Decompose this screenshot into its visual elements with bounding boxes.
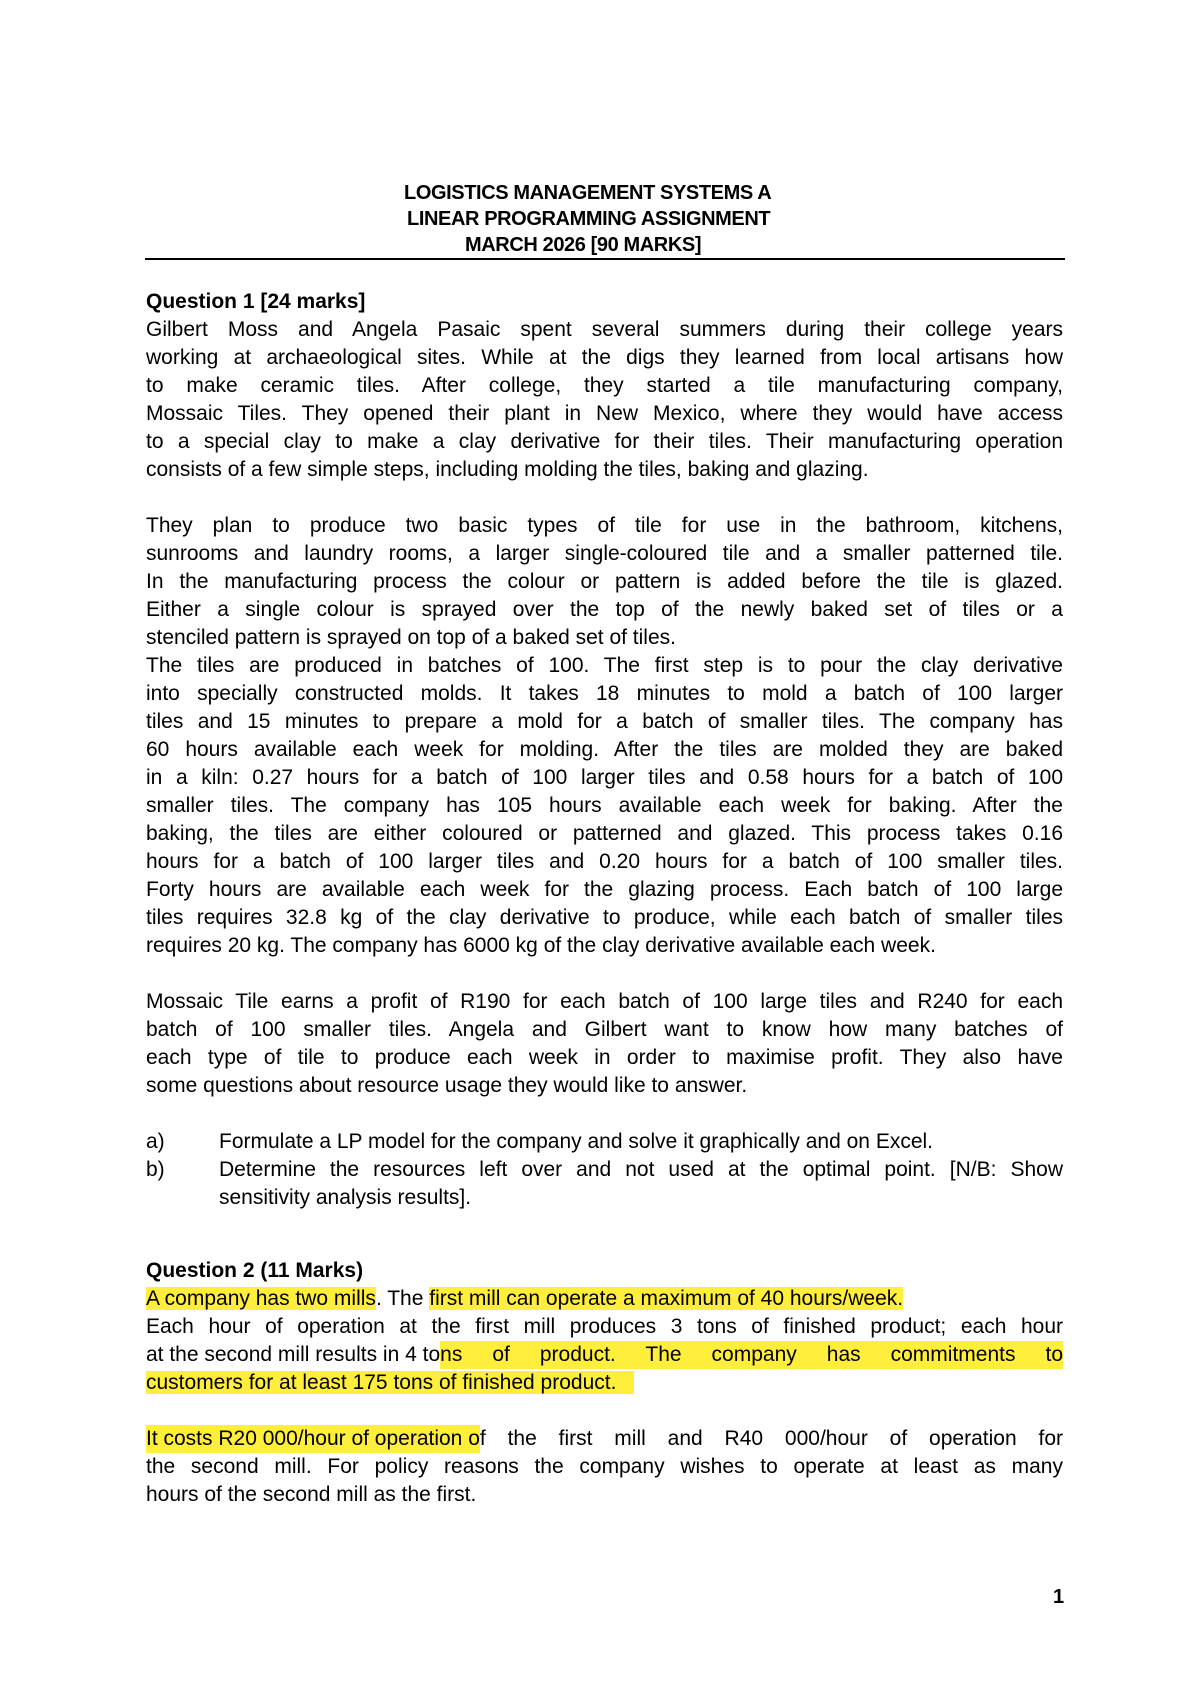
text-line: baking, the tiles are either coloured or patterned and glazed. This process takes 0.16 xyxy=(146,822,1063,845)
text-line: into specially constructed molds. It takes 18 minutes to mold a batch of 100 larger xyxy=(146,682,1063,705)
text-line: In the manufacturing process the colour or pattern is added before the tile is glazed. xyxy=(146,570,1063,593)
text-line: Mossaic Tile earns a profit of R190 for each batch of 100 large tiles and R240 for each xyxy=(146,990,1063,1013)
text-line: to a special clay to make a clay derivative for their tiles. Their manufacturing operation xyxy=(146,430,1063,453)
header-divider xyxy=(145,258,1065,260)
highlighted-text: It costs R20 000/hour of operation o xyxy=(146,1425,480,1453)
item-text: Determine the resources left over and not used at the optimal point. [N/B: Show xyxy=(219,1158,1063,1181)
q1-item-a xyxy=(146,1128,1063,1156)
text-line: Either a single colour is sprayed over the top of the newly baked set of tiles or a xyxy=(146,598,1063,621)
text-line: hours for a batch of 100 larger tiles and 0.20 hours for a batch of 100 smaller tiles. xyxy=(146,850,1063,873)
text-line: The tiles are produced in batches of 100. The first step is to pour the clay derivative xyxy=(146,654,1063,677)
question-2-title: Question 2 (11 Marks) xyxy=(146,1259,364,1282)
text-line xyxy=(146,1369,1063,1397)
q1-paragraph-3 xyxy=(146,652,1063,960)
text-line: some questions about resource usage they would like to answer. xyxy=(146,1074,748,1097)
document-header xyxy=(0,180,1200,258)
text-line: smaller tiles. The company has 105 hours available each week for baking. After the xyxy=(146,794,1063,817)
text-line: the second mill. For policy reasons the company wishes to operate at least as many xyxy=(146,1455,1063,1478)
text-line: batch of 100 smaller tiles. Angela and Gilbert want to know how many batches of xyxy=(146,1018,1063,1041)
text-line: each type of tile to produce each week in order to maximise profit. They also have xyxy=(146,1046,1063,1069)
text-line xyxy=(146,1425,1063,1453)
text-line xyxy=(146,1285,1063,1313)
question-1-title: Question 1 [24 marks] xyxy=(146,290,366,313)
text-line: Forty hours are available each week for the glazing process. Each batch of 100 large xyxy=(146,878,1063,901)
item-text: Formulate a LP model for the company and solve it graphically and on Excel. xyxy=(219,1130,933,1153)
page-number: 1 xyxy=(1053,1586,1065,1608)
header-assignment-title: LINEAR PROGRAMMING ASSIGNMENT xyxy=(407,208,771,230)
text-fragment: . The xyxy=(375,1287,430,1310)
text-line: Gilbert Moss and Angela Pasaic spent several summers during their college years xyxy=(146,318,1063,341)
highlighted-text: first mill can operate a maximum of 40 hours/week. xyxy=(429,1287,904,1310)
item-label: b) xyxy=(146,1158,165,1181)
header-course-title: LOGISTICS MANAGEMENT SYSTEMS A xyxy=(404,182,772,204)
q1-paragraph-1 xyxy=(146,316,1063,484)
q1-paragraph-2 xyxy=(146,512,1063,652)
text-line: tiles requires 32.8 kg of the clay derivative to produce, while each batch of smaller tiles xyxy=(146,906,1063,929)
q2-paragraph-1 xyxy=(146,1285,1063,1397)
document-body xyxy=(146,288,1063,1509)
highlighted-text: customers for at least 175 tons of finished product. xyxy=(146,1371,634,1394)
text-line: working at archaeological sites. While at the digs they learned from local artisans how xyxy=(146,346,1063,369)
q2-paragraph-2 xyxy=(146,1425,1063,1509)
text-line: sunrooms and laundry rooms, a larger single-coloured tile and a smaller patterned tile. xyxy=(146,542,1063,565)
text-line: requires 20 kg. The company has 6000 kg of the clay derivative available each week. xyxy=(146,934,936,957)
text-line: hours of the second mill as the first. xyxy=(146,1483,477,1506)
text-line: Mossaic Tiles. They opened their plant in New Mexico, where they would have access xyxy=(146,402,1063,425)
text-fragment: f the first mill and R40 000/hour of operation for xyxy=(479,1427,1063,1450)
q1-paragraph-4 xyxy=(146,988,1063,1100)
text-line: tiles and 15 minutes to prepare a mold for a batch of smaller tiles. The company has xyxy=(146,710,1063,733)
highlighted-text: A company has two mills xyxy=(146,1287,376,1310)
item-text: sensitivity analysis results]. xyxy=(219,1186,472,1209)
text-line: Each hour of operation at the first mill produces 3 tons of finished product; each hour xyxy=(146,1315,1063,1338)
text-line: They plan to produce two basic types of tile for use in the bathroom, kitchens, xyxy=(146,514,1063,537)
text-line: consists of a few simple steps, including molding the tiles, baking and glazing. xyxy=(146,458,869,481)
text-line: in a kiln: 0.27 hours for a batch of 100 larger tiles and 0.58 hours for a batch of 100 xyxy=(146,766,1063,789)
text-line xyxy=(146,1341,1063,1369)
text-line: 60 hours available each week for molding. After the tiles are molded they are baked xyxy=(146,738,1063,761)
text-line: stenciled pattern is sprayed on top of a baked set of tiles. xyxy=(146,626,676,649)
header-date-marks: MARCH 2026 [90 MARKS] xyxy=(465,234,702,256)
item-label: a) xyxy=(146,1130,165,1153)
text-line: to make ceramic tiles. After college, they started a tile manufacturing company, xyxy=(146,374,1063,397)
q1-item-b xyxy=(146,1156,1063,1212)
highlighted-text: ns of product. The company has commitments to xyxy=(440,1341,1063,1369)
text-fragment: at the second mill results in 4 to xyxy=(146,1343,441,1366)
